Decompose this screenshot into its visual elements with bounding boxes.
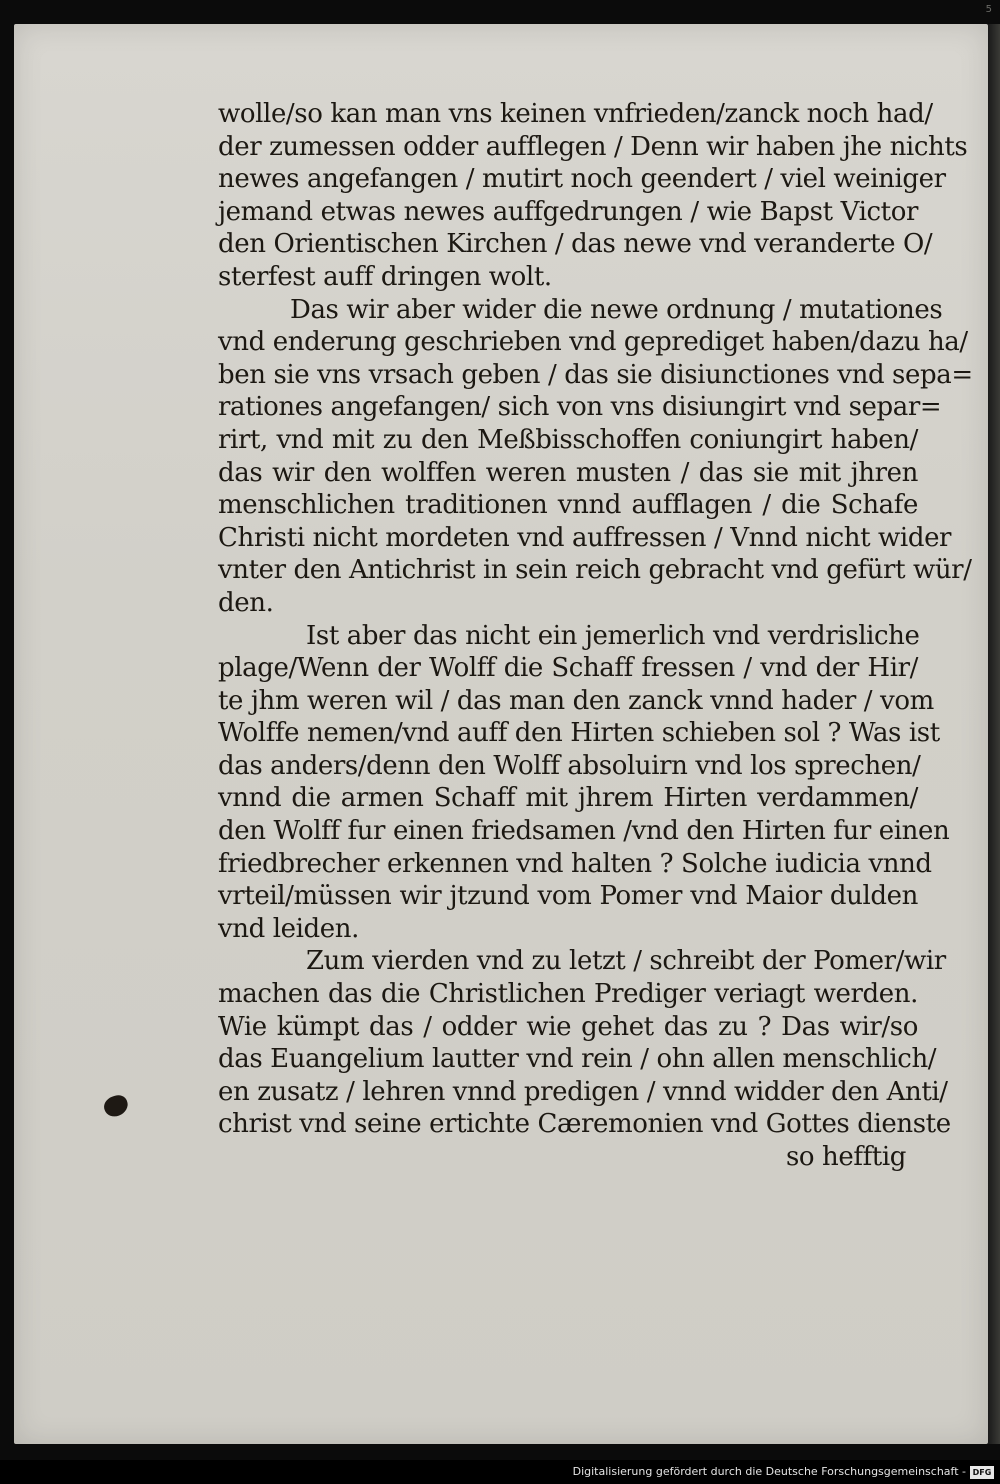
text-line: jemand etwas newes auffgedrungen / wie Bapst Victor	[218, 196, 918, 227]
text-line: christ vnd seine ertichte Cæremonien vnd Gottes dienste	[218, 1109, 951, 1140]
text-line: rirt, vnd mit zu den Meßbisschoffen coniungirt haben/	[218, 424, 918, 455]
text-line: en zusatz / lehren vnnd predigen / vnnd widder den Anti/	[218, 1076, 948, 1107]
page-edge-shadow	[988, 24, 1000, 1444]
text-line: Wolffe nemen/vnd auff den Hirten schieben sol ? Was ist	[218, 718, 940, 749]
text-line: der zumessen odder aufflegen / Denn wir haben jhe nichts	[218, 131, 968, 162]
text-line: te jhm weren wil / das man den zanck vnnd hader / vom	[218, 685, 934, 716]
text-line: wolle/so kan man vns keinen vnfrieden/zanck noch had/	[218, 99, 933, 129]
text-line: den.	[218, 587, 274, 618]
dfg-logo: DFG	[970, 1466, 994, 1479]
text-line: Zum vierden vnd zu letzt / schreibt der Pomer/wir	[306, 946, 946, 977]
text-line: menschlichen traditionen vnnd aufflagen / die Schafe	[218, 490, 918, 521]
text-line: Das wir aber wider die newe ordnung / mutationes	[290, 294, 943, 325]
text-line: Wie kümpt das / odder wie gehet das zu ? Das wir/so	[218, 1011, 918, 1042]
text-line: das wir den wolffen weren musten / das sie mit jhren	[218, 457, 918, 488]
text-line: vnnd die armen Schaff mit jhrem Hirten verdammen/	[218, 783, 918, 814]
text-line: vnter den Antichrist in sein reich gebracht vnd gefürt wür/	[218, 555, 972, 586]
text-line: friedbrecher erkennen vnd halten ? Solche iudicia vnnd	[218, 848, 932, 879]
corner-mark: 5	[985, 4, 992, 15]
catchword: so hefftig	[785, 1142, 906, 1172]
page-text-block	[218, 98, 973, 1174]
text-line: das Euangelium lautter vnd rein / ohn allen menschlich/	[218, 1044, 937, 1075]
text-line: newes angefangen / mutirt noch geendert / viel weiniger	[218, 164, 946, 195]
text-line: plage/Wenn der Wolff die Schaff fressen / vnd der Hir/	[218, 653, 918, 684]
text-line: vrteil/müssen wir jtzund vom Pomer vnd Maior dulden	[218, 881, 918, 912]
text-line: den Wolff fur einen friedsamen /vnd den Hirten fur einen	[218, 816, 950, 847]
text-line: rationes angefangen/ sich von vns disiungirt vnd separ=	[218, 392, 942, 423]
text-line: sterfest auff dringen wolt.	[218, 261, 552, 292]
text-line: machen das die Christlichen Prediger veriagt werden.	[218, 979, 918, 1010]
text-line: das anders/denn den Wolff absoluirn vnd los sprechen/	[218, 750, 921, 781]
text-line: Christi nicht mordeten vnd auffressen / Vnnd nicht wider	[218, 522, 952, 553]
text-line: vnd leiden.	[218, 913, 359, 944]
text-line: ben sie vns vrsach geben / das sie disiunctiones vnd sepa=	[218, 359, 973, 390]
text-line: Ist aber das nicht ein jemerlich vnd verdrisliche	[306, 620, 920, 651]
text-line: den Orientischen Kirchen / das newe vnd veranderte O/	[218, 229, 933, 260]
footer-bar	[0, 1460, 1000, 1484]
text-line: vnd enderung geschrieben vnd geprediget haben/dazu ha/	[218, 327, 968, 358]
funding-credit: Digitalisierung gefördert durch die Deutsche Forschungsgemeinschaft -	[572, 1465, 966, 1478]
